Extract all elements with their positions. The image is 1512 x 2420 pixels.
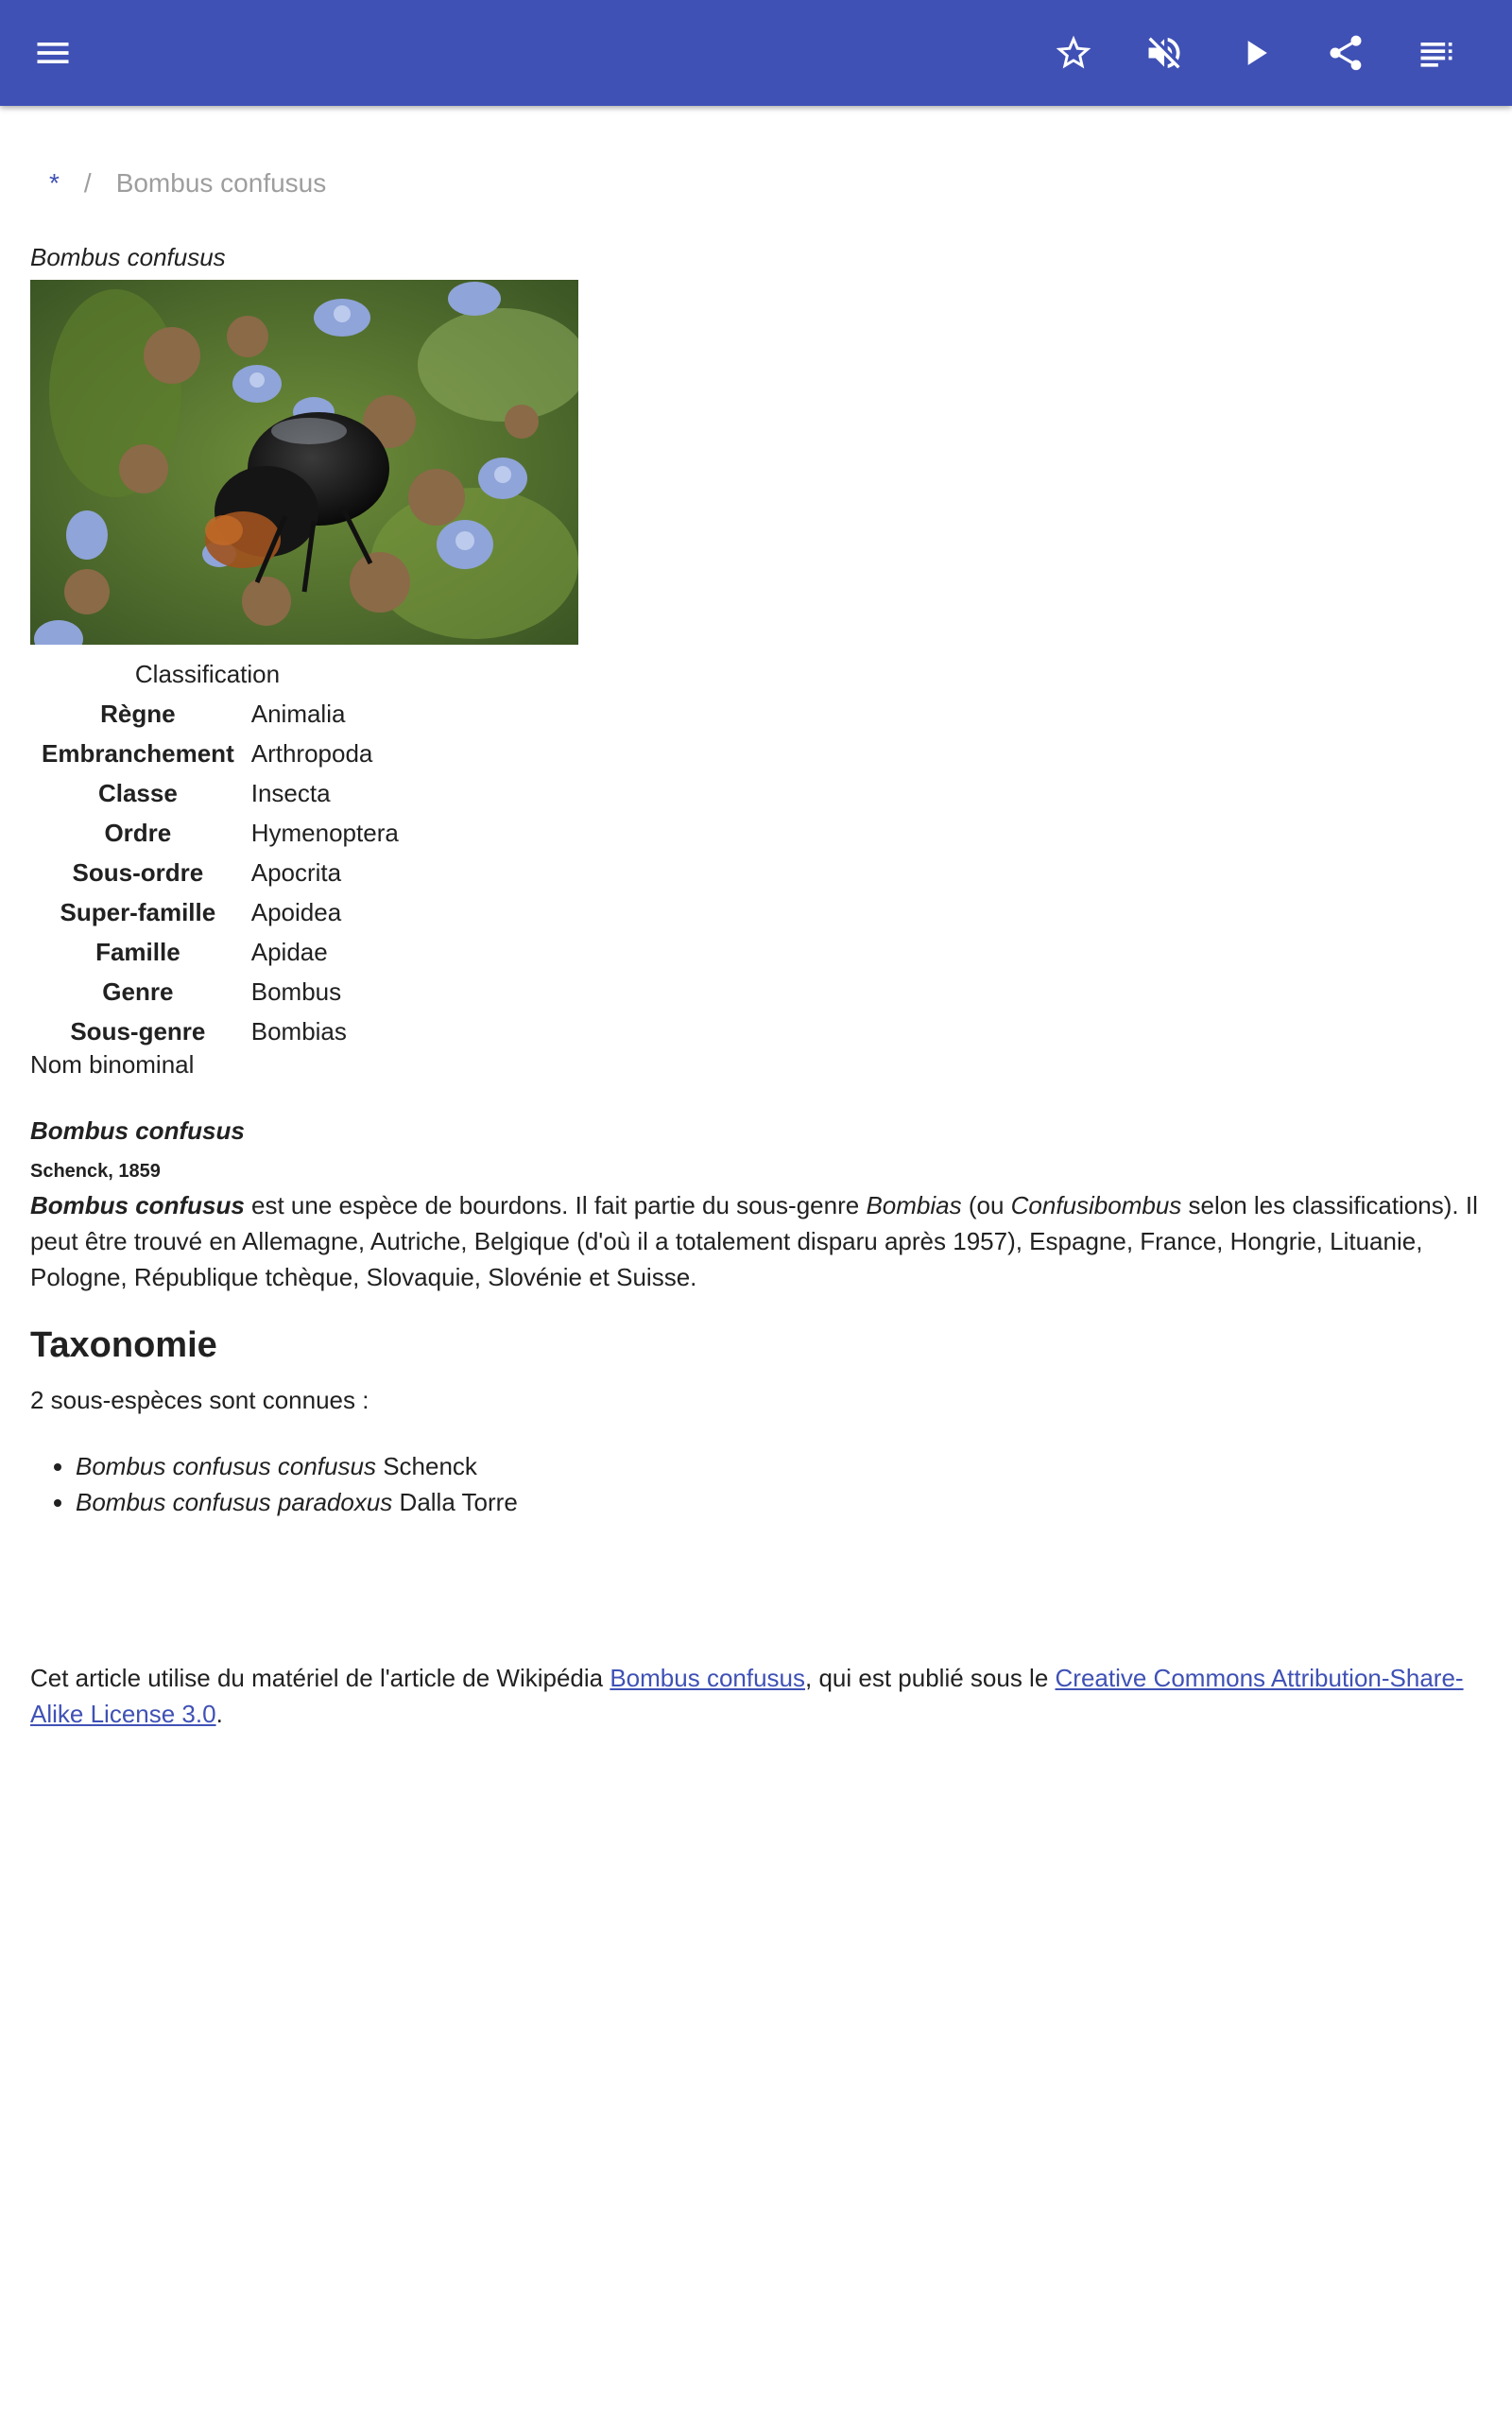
taxon-rank: Genre [102,977,174,1006]
taxon-rank: Classe [97,778,178,807]
table-row [30,853,404,892]
taxon-rank: Embranchement [42,738,234,768]
license-text: , qui est publié sous le [805,1664,1056,1692]
intro-text: (ou [961,1191,1011,1219]
section-heading-taxonomy: Taxonomie [30,1325,217,1365]
app-bar [0,0,1512,106]
table-row [30,734,404,773]
table-row [30,694,404,734]
taxon-rank: Sous-ordre [72,857,204,887]
breadcrumb [49,168,326,199]
table-row [30,1011,404,1051]
taxon-value: Arthropoda [250,738,373,768]
subspecies-list [30,1448,518,1520]
favorite-button[interactable] [1043,23,1104,83]
table-row [30,773,404,813]
taxobox-table [30,694,404,1051]
play-icon [1234,32,1276,74]
wikipedia-article-link[interactable]: Bombus confusus [610,1664,806,1692]
table-row [30,972,404,1011]
alt-subgenus-name: Confusibombus [1010,1191,1182,1219]
taxobox [30,654,404,1051]
play-button[interactable] [1225,23,1285,83]
taxon-rank: Règne [100,699,176,728]
subspecies-author: Dalla Torre [392,1488,518,1516]
license-text: Cet article utilise du matériel de l'article de Wikipédia [30,1664,610,1692]
binomial-label: Nom binominal [30,1050,195,1079]
taxon-value: Hymenoptera [250,818,399,847]
taxon-value: Apoidea [250,897,342,926]
share-icon [1325,32,1366,74]
subspecies-name: Bombus confusus paradoxus [76,1488,393,1516]
subspecies-author: Schenck [375,1452,477,1480]
breadcrumb-separator: / [83,168,92,198]
taxon-rank: Super-famille [60,897,216,926]
taxon-value: Bombus [250,977,342,1006]
image-caption: Bombus confusus [30,243,226,271]
share-button[interactable] [1315,23,1376,83]
list-item [76,1448,518,1484]
mute-button[interactable] [1134,23,1194,83]
table-row [30,892,404,932]
species-photo[interactable] [30,280,578,645]
playlist-icon [1416,32,1457,74]
license-paragraph [30,1660,1482,1732]
taxon-rank: Famille [95,937,180,966]
taxon-value: Bombias [250,1016,347,1046]
menu-icon [32,32,74,74]
table-of-contents-button[interactable] [1406,23,1467,83]
star-outline-icon [1053,32,1094,74]
breadcrumb-home-link[interactable]: * [49,168,60,198]
table-row [30,932,404,972]
intro-paragraph [30,1187,1482,1295]
intro-text: est une espèce de bourdons. Il fait partie du sous-genre [244,1191,867,1219]
list-item [76,1484,518,1520]
breadcrumb-current: Bombus confusus [115,168,327,198]
taxon-value: Animalia [250,699,346,728]
taxon-rank: Ordre [104,818,172,847]
taxonomy-intro: 2 sous-espèces sont connues : [30,1386,369,1414]
menu-button[interactable] [23,23,83,83]
binomial-name: Bombus confusus [30,1116,245,1145]
taxon-value: Apidae [250,937,328,966]
subgenus-name: Bombias [866,1191,962,1219]
taxobox-title: Classification [134,660,281,688]
species-name: Bombus confusus [30,1191,245,1219]
table-row [30,813,404,853]
bumblebee-image [30,280,578,645]
taxon-value: Apocrita [250,857,342,887]
binomial-author: Schenck, 1859 [30,1161,161,1182]
taxon-rank: Sous-genre [70,1016,206,1046]
volume-off-icon [1143,32,1185,74]
license-text: . [215,1700,223,1728]
license-link[interactable]: Creative Commons Attribution-Share-Alike License 3.0 [30,1664,1464,1728]
intro-text: selon les classifications). Il peut être trouvé en Allemagne, Autriche, Belgique (d'où il a totalement disparu après 1957), Espagne, France, Hongrie, Lituanie, Pologne, République tchèque, Slovaquie, Slovénie et Suisse. [30,1191,1478,1291]
subspecies-name: Bombus confusus confusus [76,1452,376,1480]
taxon-value: Insecta [250,778,331,807]
